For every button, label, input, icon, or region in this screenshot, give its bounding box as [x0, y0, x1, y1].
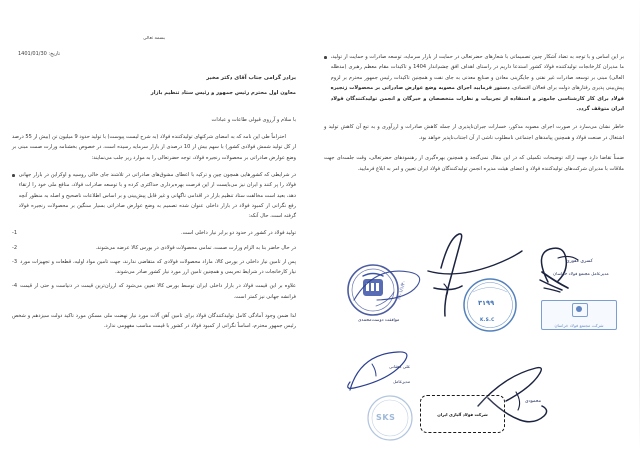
numbered-item-marker: 4-: [12, 283, 18, 290]
numbered-item-text: تولید فولاد در کشور در حدود دو برابر نیاز داخلی است.: [181, 230, 296, 237]
numbered-item-marker: 3-: [12, 259, 18, 266]
numbered-item: [12, 243, 296, 253]
handwritten-date: ۱۴۰۱/۱/۳۰: [396, 280, 408, 301]
addressee-line-1: برادر گرامی جناب آقای دکتر مخبر: [206, 75, 296, 81]
page2-paragraph-2: خاطر نشان می‌سازد در صورت اجرای مصوبه مذکور، خسارات جبران‌ناپذیری از جمله کاهش صادرات و ارزآوری و به تبع آن کاهش تولید و اشتغال در صنعت فولاد و همچنین پیامدهای اجتماعی نامطلوب ناشی از آن اجتناب‌ناپذیر خواهد بود.: [324, 124, 624, 141]
stamp-sks-label: SKS: [376, 413, 396, 422]
stamp-khorasan-label: شرکت مجتمع فولاد خراسان: [554, 323, 604, 328]
stamp-khouzestan-steel: [464, 279, 516, 331]
page2-bullet-paragraph: [324, 52, 624, 114]
signature-name-mahmoudi: محمودی: [525, 399, 542, 404]
signature-name-dehghani: علی دهقانی: [389, 365, 411, 370]
intro-paragraph: احتراماً طی این نامه که به امضای شرکتهای تولیدکننده فولاد (به شرح لیست پیوست) با تولید حدود 9 میلیون تن (بیش از 55 درصد از کل تولید شمش فولادی کشور) با سهم بیش از 10 درصدی از بازار سرمایه رسیده است، در خصوص بخشنامه وزارت صمت مبنی بر وضع عوارض صادراتی بر محصولات زنجیره فولاد، توجه حضرتعالی را به موارد زیر جلب می‌نمایند:: [12, 134, 296, 161]
letter-page-two: [310, 0, 640, 452]
stamp-sks: [368, 396, 412, 440]
signature-title-ghafouri: مدیرعامل مجتمع فولاد خراسان: [553, 272, 609, 277]
page2-paragraph-3: ضمناً تقاضا دارد جهت ارائه توضیحات تکمیلی که در این مقال نمی‌گنجد و همچنین بهره‌گیری از رهنمودهای حضرتعالی، وقت جلسه‌ای جهت ملاقات با مدیران شرکت‌های تولیدکننده فولاد و اعضای هیئت مدیره انجمن تولیدکنندگان فولاد ایران تعیین و امر به ابلاغ فرمایید.: [324, 155, 624, 172]
stamp-alloy-steel-label: شرکت فولاد آلیاژی ایران: [437, 411, 488, 417]
stamp-number: ۳۱۹۹: [478, 299, 495, 307]
date-value: 1401/01/30: [18, 51, 47, 57]
bullet-dot-icon: [324, 56, 327, 59]
salutation: با سلام و آرزوی قبولی طاعات و عبادات: [211, 117, 296, 123]
numbered-item-marker: 1-: [12, 230, 18, 237]
handwritten-note: موافقت دوست‌محمدی: [358, 318, 400, 323]
date-row: [12, 51, 296, 57]
numbered-item: [12, 281, 296, 301]
numbered-item: [12, 228, 296, 238]
date-label: تاریخ:: [48, 51, 61, 57]
letter-page-one: [0, 0, 310, 452]
stamp-zob-ahan: [348, 265, 420, 315]
addressee-line-2: معاون اول محترم رئیس جمهور و رئیس ستاد تنظیم بازار: [150, 90, 296, 96]
signature-ghafouri: [540, 248, 578, 292]
page2-bullet-bold: دستور فرمایید اجرای مصوبه وضع عوارض صادراتی بر محصولات زنجیره فولاد برای کار کارشناسی جامع‌تر و استفاده از تجربیات و نظرات متخصصان و خبرگان و انجمن تولیدکنندگان فولاد ایران متوقف گردد.: [330, 85, 624, 113]
numbered-item-text: علاوه بر این قیمت فولاد در بازار داخلی ایران توسط بورس کالا تعیین می‌شود که ارزان‌ترین قیمت در دنیاست و حتی از قیمت فرانشه جهانی نیز کمتر است.: [20, 283, 296, 300]
numbered-item-text: پس از تامین نیاز داخلی در بورس کالا، مازاد محصولات فولادی که متقاضی ندارند، جهت تامین مواد اولیه، قطعات و تجهیزات مورد نیاز کارخانجات در شرایط تحریمی و همچنین تامین ارز مورد نیاز کشور صادر می‌شوند.: [20, 259, 296, 276]
signature-name-ghafouri: کسری غفوری: [566, 259, 593, 264]
signature-mahmoudi: [478, 368, 547, 422]
signature-dehghani: [348, 352, 407, 390]
bismillah-heading: بسمه تعالی: [142, 36, 166, 41]
stamp-khorasan-steel: [541, 300, 617, 330]
page1-bullet-text: در شرایطی که کشورهایی همچون چین و ترکیه با اعطای مشوق‌های صادراتی در تلاشند جای خالی روسیه و اوکراین در بازار جهانی فولاد را پر کنند و ایران نیز می‌بایست از این فرصت بهره‌برداری حداکثری کرده و با توسعه صادرات فولاد، منافع ملی خود را ارتقاء دهد، بعید است مخالفت ستاد تنظیم بازار در اقدامی ناگهانی و غیر قابل پیش‌بینی و بر اساس اطلاعات ناصحیح و اصله به منظور آنچه رفع نگرانی از کمبود فولاد در بازار داخلی عنوان شده تصمیم به وضع عوارض صادراتی بسیار سنگین بر محصولات زنجیره فولاد گرفته است، حال آنکه:: [18, 172, 296, 220]
numbered-item: [12, 257, 296, 277]
stamp-khorasan-emblem-dot-icon: [576, 306, 582, 312]
stamp-khorasan-emblem-icon: [572, 303, 588, 317]
signature-center-top: [428, 234, 522, 316]
numbered-item-text: در حال حاضر بنا به الزام وزارت صمت، تمامی محصولات فولادی در بورس کالا عرضه می‌شوند.: [95, 244, 296, 251]
stamp-code: K.S.C: [480, 318, 495, 323]
page2-bullet-text: [331, 52, 624, 114]
bullet-dot-icon: [12, 174, 15, 177]
page1-bullet-paragraph: [12, 170, 296, 221]
page2-bullet-normal: بر این اساس و با توجه به تضاد آشکار چنین تصمیماتی با شعارهای حضرتعالی در حمایت از بازار سرمایه، توسعه صادرات و حمایت از تولید، ما مدیران کارخانجات تولیدکننده فولاد کشور استدعا داریم در راستای اهداف افق چشم‌انداز 1404 و تاکیدات مقام معظم رهبری (مدظله العالی) مبنی بر توسعه صادرات غیر نفتی و جایگزینی معادن و صنایع معدنی به جای نفت و همچنین تاکیدات رئیس جمهور محترم بر لزوم پیش‌بینی پذیری رفتارهای دولت برای فعالان اقتصادی،: [330, 54, 624, 92]
closing-paragraph: لذا ضمن وجود آمادگی کامل تولیدکنندگان فولاد برای تامین آهن آلات مورد نیاز نهضت ملی مسکن مورد تاکید دولت سیزدهم و شخص رئیس جمهور محترم، اساساً نگرانی از کمبود فولاد در کشور با قیمت مناسب مفهومی ندارد.: [12, 312, 296, 330]
signature-title-dehghani: مدیرعامل: [393, 379, 411, 384]
numbered-item-marker: 2-: [12, 244, 18, 251]
stamp-alloy-steel: [420, 395, 505, 433]
